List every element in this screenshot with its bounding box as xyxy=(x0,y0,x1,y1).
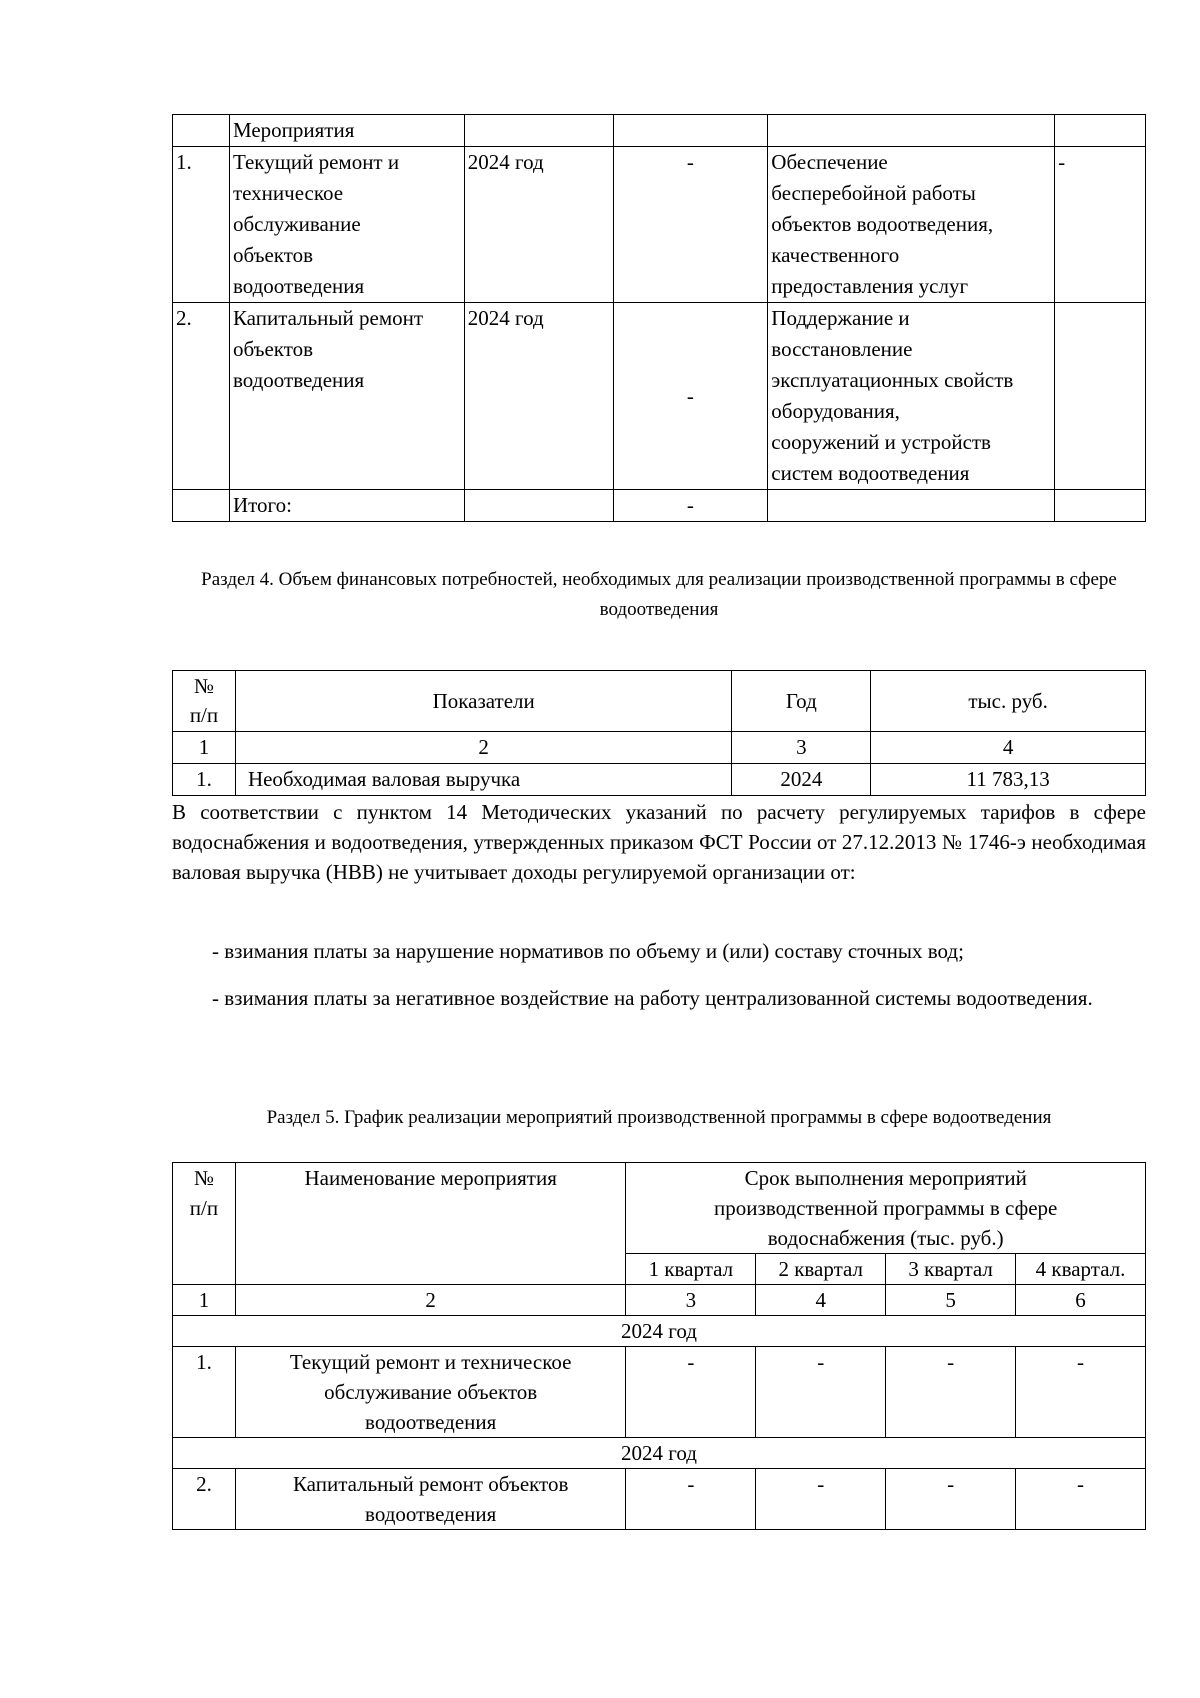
value-header: тыс. руб. xyxy=(871,671,1146,732)
year-label: 2024 год xyxy=(173,1316,1146,1347)
measure-year: 2024 год xyxy=(464,147,613,303)
total-amount: - xyxy=(613,490,768,522)
methodology-paragraph: В соответствии с пунктом 14 Методических указаний по расчету регулируемых тарифов в сфере водоснабжения и водоотведения, утвержденных приказом ФСТ России от 27.12.2013 № 1746-э необходимая валовая выручка (НВВ) не учитывает доходы регулируемой организации от: xyxy=(172,800,1146,884)
num-header: № п/п xyxy=(173,671,236,732)
index-cell: 3 xyxy=(626,1285,756,1316)
quarter-header: 1 квартал xyxy=(626,1254,756,1285)
quarter-value: - xyxy=(886,1347,1016,1438)
num-header: № п/п xyxy=(173,1163,236,1285)
quarter-header: 3 квартал xyxy=(886,1254,1016,1285)
row-number: 2. xyxy=(173,1469,236,1530)
indicator-header: Показатели xyxy=(235,671,731,732)
quarter-value: - xyxy=(756,1469,886,1530)
row-number: 1. xyxy=(173,147,230,303)
index-cell: 4 xyxy=(756,1285,886,1316)
index-row xyxy=(173,1285,1146,1316)
measure-extra xyxy=(1055,303,1146,490)
quarter-header: 2 квартал xyxy=(756,1254,886,1285)
index-cell: 1 xyxy=(173,1285,236,1316)
table-row xyxy=(173,115,1146,147)
measure-name: Текущий ремонт и техническое обслуживание объектов водоотведения xyxy=(229,147,464,303)
year-header: Год xyxy=(732,671,871,732)
table-row xyxy=(173,1347,1146,1438)
quarter-value: - xyxy=(1016,1469,1146,1530)
measure-name: Капитальный ремонт объектов водоотведения xyxy=(235,1469,625,1530)
measures-header-cell: Мероприятия xyxy=(229,115,464,147)
term-header: Срок выполнения мероприятий производственной программы в сфере водоснабжения (тыс. руб.) xyxy=(626,1163,1146,1254)
year-row xyxy=(173,1316,1146,1347)
quarter-value: - xyxy=(886,1469,1016,1530)
list-item: - взимания платы за нарушение нормативов по объему и (или) составу сточных вод; xyxy=(212,939,964,963)
name-header: Наименование мероприятия xyxy=(235,1163,625,1285)
list-item: - взимания платы за негативное воздействие на работу централизованной системы водоотведения. xyxy=(212,986,1093,1010)
measures-table xyxy=(172,114,1146,522)
table-row xyxy=(173,490,1146,522)
row-number: 1. xyxy=(173,764,236,796)
row-number: 1. xyxy=(173,1347,236,1438)
section4-caption: Раздел 4. Объем финансовых потребностей, необходимых для реализации производственной программы в сфере водоотведения xyxy=(201,569,1117,620)
year-label: 2024 год xyxy=(173,1438,1146,1469)
index-row xyxy=(173,732,1146,764)
index-cell: 1 xyxy=(173,732,236,764)
total-label: Итого: xyxy=(229,490,464,522)
financial-needs-table xyxy=(172,670,1146,796)
index-cell: 6 xyxy=(1016,1285,1146,1316)
measure-purpose: Обеспечение бесперебойной работы объектов водоотведения, качественного предоставления услуг xyxy=(768,147,1055,303)
index-cell: 4 xyxy=(871,732,1146,764)
measure-purpose: Поддержание и восстановление эксплуатационных свойств оборудования, сооружений и устройств систем водоотведения xyxy=(768,303,1055,490)
section5-caption: Раздел 5. График реализации мероприятий производственной программы в сфере водоотведения xyxy=(266,1107,1052,1128)
measure-year: 2024 год xyxy=(464,303,613,490)
quarter-value: - xyxy=(1016,1347,1146,1438)
table-row xyxy=(173,303,1146,490)
measure-extra: - xyxy=(1055,147,1146,303)
measure-amount: - xyxy=(613,147,768,303)
indicator-value: 11 783,13 xyxy=(871,764,1146,796)
quarter-value: - xyxy=(626,1469,756,1530)
index-cell: 3 xyxy=(732,732,871,764)
measure-name: Текущий ремонт и техническое обслуживание объектов водоотведения xyxy=(235,1347,625,1438)
index-cell: 2 xyxy=(235,1285,625,1316)
quarter-value: - xyxy=(756,1347,886,1438)
table-row xyxy=(173,764,1146,796)
measure-amount: - xyxy=(613,303,768,490)
quarter-value: - xyxy=(626,1347,756,1438)
table-row xyxy=(173,1469,1146,1530)
row-number: 2. xyxy=(173,303,230,490)
quarter-header: 4 квартал. xyxy=(1016,1254,1146,1285)
indicator-year: 2024 xyxy=(732,764,871,796)
table-header-row xyxy=(173,671,1146,732)
table-row xyxy=(173,147,1146,303)
year-row xyxy=(173,1438,1146,1469)
index-cell: 2 xyxy=(235,732,731,764)
measure-name: Капитальный ремонт объектов водоотведения xyxy=(229,303,464,490)
schedule-table xyxy=(172,1162,1146,1530)
indicator-name: Необходимая валовая выручка xyxy=(235,764,731,796)
index-cell: 5 xyxy=(886,1285,1016,1316)
table-header-row xyxy=(173,1163,1146,1254)
